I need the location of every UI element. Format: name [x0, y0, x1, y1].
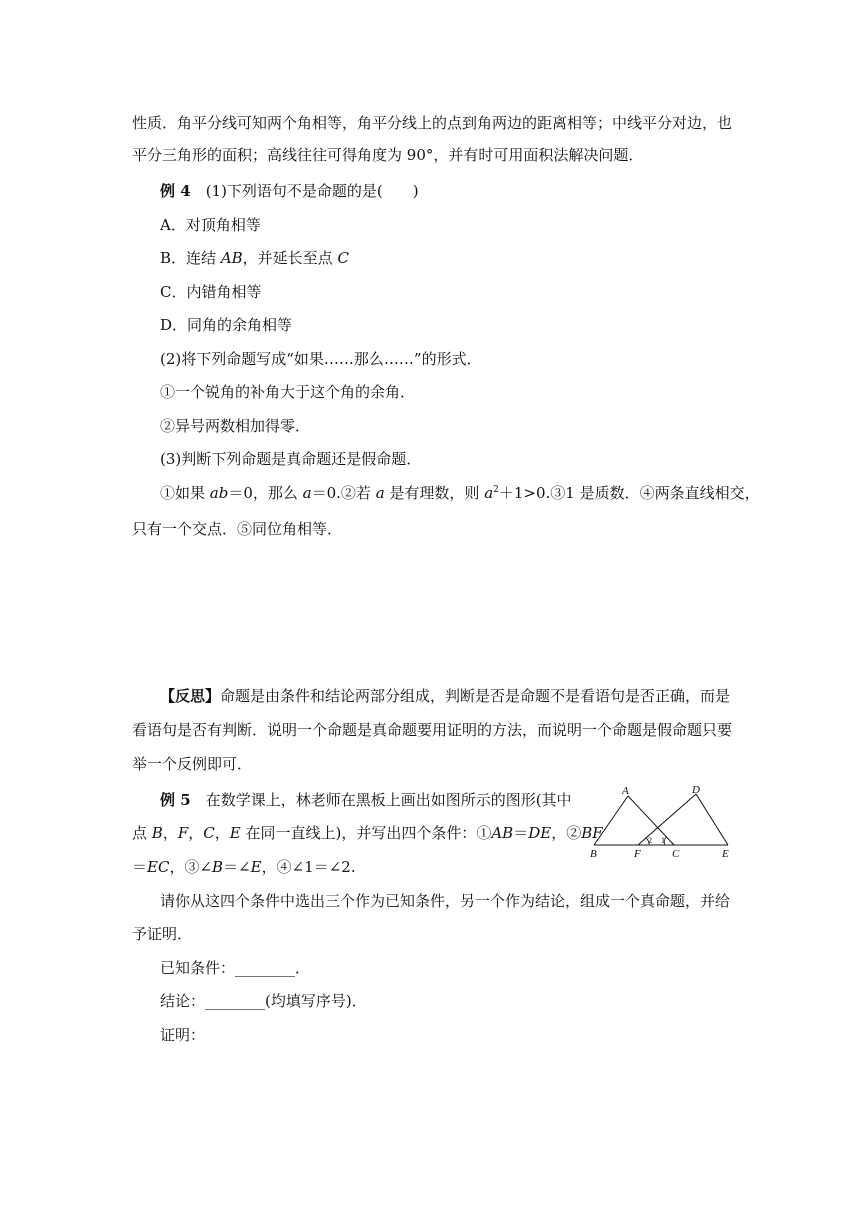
label-d: D — [692, 784, 700, 796]
intro-line-1: 性质．角平分线可知两个角相等，角平分线上的点到角两边的距离相等；中线平分对边，也 — [132, 114, 733, 132]
reflection-line-2: 看语句是否有判断．说明一个命题是真命题要用证明的方法，而说明一个命题是假命题只要 — [132, 721, 733, 739]
option-c: C．内错角相等 — [160, 283, 262, 301]
question-2-item-1: ①一个锐角的补角大于这个角的余角． — [160, 383, 416, 401]
label-angle-2: 2 — [648, 836, 652, 845]
segment-de — [696, 794, 728, 845]
question-2-item-2: ②异号两数相加得零． — [160, 417, 311, 435]
conclusion-blank: 结论：________(均填写序号)． — [160, 992, 367, 1010]
label-a: A — [622, 785, 629, 797]
reflection-label: 【反思】 — [160, 687, 221, 705]
example4-question-2: (2)将下列命题写成“如果……那么……”的形式． — [160, 350, 482, 368]
option-a: A．对顶角相等 — [160, 216, 261, 234]
example5-line-4: 请你从这四个条件中选出三个作为已知条件，另一个作为结论，组成一个真命题，并给 — [160, 892, 731, 910]
question-3-line-1: ①如果 ab＝0，那么 a＝0.②若 a 是有理数，则 $a^2+1>0.③1$ 是质数．④两条直线相交， — [160, 484, 760, 502]
reflection-line-3: 举一个反例即可． — [132, 755, 253, 773]
reflection-line-1: 【反思】命题是由条件和结论两部分组成，判断是否是命题不是看语句是否正确，而是 — [160, 687, 731, 705]
label-angle-1: 1 — [661, 836, 665, 845]
segment-ab — [594, 796, 628, 845]
label-f: F — [634, 848, 641, 860]
example4-question-1: 例 4 (1)下列语句不是命题的是( ) — [160, 182, 419, 200]
example5-line-3: ＝EC，③∠B＝∠E，④∠1＝∠2. — [132, 858, 356, 876]
example4-question-3: (3)判断下列命题是真命题还是假命题． — [160, 450, 422, 468]
option-d: D．同角的余角相等 — [160, 316, 293, 334]
example4-label: 例 4 — [160, 182, 191, 200]
proof-label: 证明： — [160, 1026, 206, 1044]
triangle-figure — [588, 784, 738, 864]
question-3-line-2: 只有一个交点．⑤同位角相等． — [132, 520, 343, 538]
label-b: B — [590, 848, 597, 860]
example5-label: 例 5 — [160, 791, 191, 809]
label-c: C — [672, 848, 680, 860]
example5-line-1: 例 5 在数学课上，林老师在黑板上画出如图所示的图形(其中 — [160, 791, 572, 809]
option-b: B．连结 AB，并延长至点 C — [160, 249, 349, 267]
example5-line-5: 予证明． — [132, 925, 193, 943]
intro-line-2: 平分三角形的面积；高线往往可得角度为 90°，并有时可用面积法解决问题． — [132, 146, 644, 164]
given-conditions-blank: 已知条件：________． — [160, 959, 311, 977]
example5-line-2: 点 B，F，C，E 在同一直线上)，并写出四个条件：①AB＝DE，②BF — [132, 824, 603, 842]
label-e: E — [722, 848, 729, 860]
